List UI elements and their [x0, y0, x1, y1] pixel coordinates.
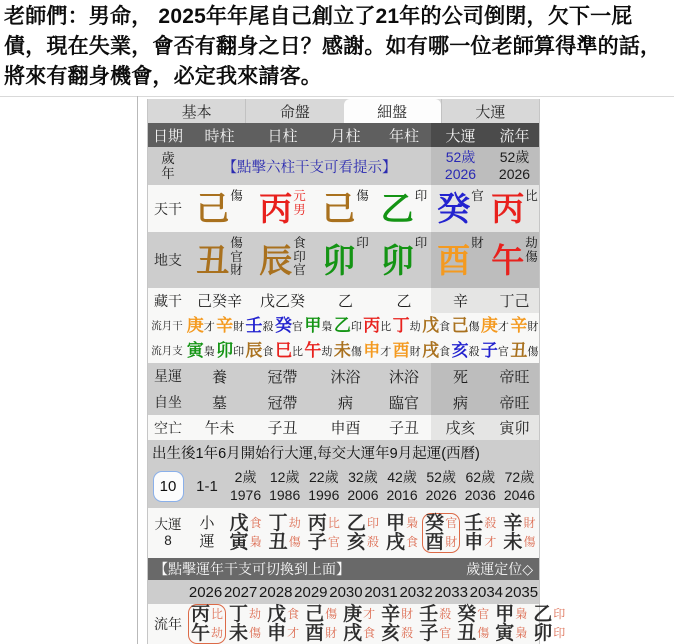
monthly-stems-row	[148, 313, 539, 338]
monthly-branches-row	[148, 338, 539, 363]
ten-god-tag: 財	[527, 320, 539, 333]
earthly-branches-row	[148, 232, 539, 288]
dayun-row-label: 大運 8	[154, 517, 182, 548]
liunian-year-2029: 2029	[294, 583, 328, 601]
age-year-row-label	[148, 147, 188, 185]
liunian-year-2031: 2031	[364, 583, 398, 601]
dizhi-char: 辰	[259, 241, 293, 279]
canggan-dayun: 辛	[431, 288, 490, 313]
liuyue-zhi-item-5	[333, 342, 362, 359]
liuyue-gan-char: 己	[451, 316, 469, 335]
self-sitting-row	[148, 389, 539, 415]
liuyue-zhi-item-6	[363, 342, 392, 359]
ten-god-tag: 食	[439, 320, 451, 333]
liuyue-zhi-char: 未	[333, 341, 351, 360]
ten-god-tag: 印	[233, 345, 245, 358]
dayun-pillar-1-wrap	[265, 508, 304, 558]
canggan-row-label: 藏干	[154, 292, 182, 309]
liuyue-zhi-item-8	[421, 342, 450, 359]
heavenly-stems-row	[148, 185, 539, 232]
column-header-month: 月柱	[330, 127, 361, 145]
column-header-liunian: 流年	[490, 123, 539, 147]
dayun-age-7[interactable]: 72歲 2046	[503, 469, 536, 503]
ten-god-tag: 劫	[321, 345, 333, 358]
ten-god-tag: 才	[380, 345, 392, 358]
column-header-year: 年柱	[388, 127, 419, 145]
liunian-pillar-4-wrap	[340, 604, 378, 644]
ten-god-tag: 梟	[203, 345, 215, 358]
ten-god-tag: 梟	[321, 320, 333, 333]
liunian-year-2033: 2033	[434, 583, 468, 601]
liunian-age-year	[490, 147, 539, 185]
ten-god-tags: 傷	[230, 189, 243, 203]
liuyue-zhi-item-2	[245, 342, 274, 359]
ten-god-tag: 印	[350, 320, 362, 333]
dayun-year: 2026	[444, 166, 477, 182]
dayun-age: 52歲	[445, 149, 476, 165]
first-luck-label: 1-1	[196, 478, 218, 495]
liunian-pillar-2-wrap	[264, 604, 302, 644]
liunian-pillar-8[interactable]: 甲 梟 寅 梟	[495, 604, 528, 644]
liunian-pillar-8-wrap	[492, 604, 530, 644]
zizuo-row-label: 自坐	[154, 394, 182, 410]
liunian-year-2026: 2026	[188, 583, 223, 601]
dayun-pillar-2-wrap	[304, 508, 343, 558]
ten-god-tag: 官	[497, 345, 509, 358]
liunian-pillar-4[interactable]: 庚 才 戌 食	[343, 604, 376, 644]
dayun-pillar-3-wrap	[343, 508, 382, 558]
dizhi-char: 午	[491, 241, 525, 279]
ten-god-tag: 傷	[468, 320, 480, 333]
dizhi-pillar-day[interactable]	[251, 232, 314, 288]
liunian-pillar-2[interactable]: 戊 食 申 才	[267, 604, 300, 644]
dayun-pillars-row	[148, 508, 539, 558]
liuyue-zhi-char: 酉	[392, 341, 410, 360]
kongwang-year: 子丑	[388, 420, 419, 437]
zizuo-hour: 墓	[211, 394, 227, 412]
liuyue-zhi-char: 亥	[451, 341, 469, 360]
dayun-pillar-2[interactable]: 丙 比 子 官	[307, 513, 340, 553]
dayun-age-6[interactable]: 62歲 2036	[464, 469, 496, 503]
kongwang-month: 申酉	[330, 420, 361, 437]
ten-god-tag: 財	[409, 345, 421, 358]
canggan-day: 戊乙癸	[259, 293, 305, 310]
liunian-pillar-1-wrap	[226, 604, 264, 644]
ten-god-tags: 劫 傷	[525, 236, 538, 264]
tiangan-row-label: 天干	[154, 200, 182, 217]
tiangan-pillar-dayun[interactable]	[431, 185, 490, 232]
tiangan-char: 乙	[380, 190, 414, 227]
ten-god-tags: 印	[356, 236, 369, 250]
liuyue-gan-item-8	[421, 317, 450, 334]
ten-god-tag: 食	[439, 345, 451, 358]
liunian-year-2028: 2028	[259, 583, 293, 601]
ten-god-tags: 財	[471, 236, 484, 250]
liuyue-gan-item-1	[215, 317, 244, 334]
liuyue-gan-item-10	[480, 317, 509, 334]
switch-note-row	[148, 558, 539, 580]
dayun-pillar-6[interactable]: 壬 殺 申 才	[464, 513, 497, 553]
ten-god-tag: 傷	[527, 345, 539, 358]
liuyue-gan-char: 甲	[304, 316, 322, 335]
tiangan-pillar-liunian[interactable]	[490, 185, 539, 232]
ten-god-tags: 印	[414, 236, 428, 250]
age-year-row	[148, 147, 539, 185]
liuyue-gan-row-label: 流月干	[151, 320, 183, 332]
liuyue-gan-item-6	[363, 317, 392, 334]
liunian-pillar-0-wrap	[188, 604, 226, 644]
ten-god-tag: 才	[203, 320, 215, 333]
dayun-pillar-7[interactable]: 辛 財 未 傷	[503, 513, 536, 553]
dayun-age-0[interactable]: 2歲 1976	[229, 469, 262, 503]
kongwang-hour: 午未	[204, 420, 235, 437]
void-row	[148, 415, 539, 440]
liunian-year-2032: 2032	[399, 583, 433, 601]
liunian-year: 2026	[498, 166, 531, 182]
tiangan-char: 丙	[491, 190, 525, 227]
canggan-month: 乙	[337, 293, 353, 310]
dizhi-char: 卯	[380, 241, 414, 279]
liuyue-zhi-char: 巳	[274, 341, 292, 360]
dizhi-pillar-month[interactable]	[314, 232, 377, 288]
liuyue-gan-item-11	[510, 317, 539, 334]
dizhi-char: 酉	[437, 241, 471, 279]
liuyue-zhi-char: 午	[304, 341, 322, 360]
liuyue-gan-item-7	[392, 317, 421, 334]
quote-border-line	[137, 96, 138, 644]
liuyue-gan-item-5	[333, 317, 362, 334]
start-age-box-wrap	[148, 465, 188, 508]
ten-god-tags: 元 男	[293, 189, 306, 217]
ten-god-tags: 印	[414, 189, 428, 203]
dayun-age-5[interactable]: 52歲 2026	[425, 469, 457, 503]
liunian-row-label: 流年	[154, 616, 182, 632]
ten-god-tag: 財	[233, 320, 245, 333]
ten-god-tags: 傷 官 財	[230, 236, 243, 277]
liunian-years-row	[148, 580, 539, 604]
ten-god-tag: 官	[291, 320, 303, 333]
xingyun-day: 冠帶	[267, 368, 298, 386]
tiangan-char: 丙	[259, 190, 293, 227]
hidden-stems-row	[148, 288, 539, 313]
liunian-pillar-0[interactable]: 丙 比 午 劫	[188, 604, 226, 644]
liuyue-gan-item-4	[304, 317, 333, 334]
dayun-pillar-0-wrap	[226, 508, 265, 558]
liunian-pillar-9-wrap	[530, 604, 568, 644]
tab-命盤[interactable]: 命盤	[245, 99, 343, 123]
star-luck-row	[148, 363, 539, 389]
dayun-age-2[interactable]: 22歲 1996	[308, 469, 340, 503]
switch-note-text: 【點擊運年干支可切換到上面】	[154, 561, 350, 577]
liuyue-zhi-item-0	[186, 342, 215, 359]
ten-god-tag: 食	[262, 345, 274, 358]
liuyue-zhi-char: 卯	[216, 341, 234, 360]
zizuo-liunian: 帝旺	[490, 389, 539, 415]
column-header-label: 日期	[152, 127, 183, 145]
xingyun-year: 沐浴	[388, 368, 419, 386]
dayun-pillar-1[interactable]: 丁 劫 丑 傷	[268, 513, 301, 553]
liuyue-zhi-row-label: 流月支	[151, 345, 183, 357]
ten-god-tag: 劫	[409, 320, 421, 333]
liunian-pillar-9[interactable]: 乙 印 卯 印	[533, 604, 566, 644]
liunian-pillars-row	[148, 604, 566, 644]
liunian-year-2027: 2027	[223, 583, 258, 601]
xingyun-row-label: 星運	[154, 368, 182, 384]
ten-god-tags: 比	[525, 189, 538, 203]
six-pillar-hint: 【點擊六柱干支可看提示】	[222, 159, 397, 176]
dayun-pillar-4[interactable]: 甲 梟 戌 食	[386, 513, 419, 553]
liuyue-gan-char: 庚	[480, 316, 498, 335]
luck-locate-button[interactable]: 歲運定位◇	[466, 561, 533, 577]
tiangan-pillar-month[interactable]	[314, 185, 377, 232]
liuyue-zhi-char: 辰	[245, 341, 263, 360]
dayun-age-year-link[interactable]	[431, 147, 490, 185]
liunian-age: 52歲	[499, 149, 530, 165]
tab-大運[interactable]: 大運	[441, 99, 539, 123]
liuyue-gan-item-2	[245, 317, 274, 334]
dayun-pillar-0[interactable]: 戊 食 寅 梟	[229, 513, 262, 553]
kongwang-liunian: 寅卯	[490, 415, 539, 440]
dayun-ages-row	[148, 465, 539, 508]
ten-god-tags: 官	[471, 189, 484, 203]
xingyun-dayun: 死	[431, 363, 490, 389]
liunian-pillar-3-wrap	[302, 604, 340, 644]
ten-god-tag: 傷	[350, 345, 362, 358]
liunian-pillar-7[interactable]: 癸 官 丑 傷	[457, 604, 490, 644]
liuyue-zhi-item-1	[215, 342, 244, 359]
liunian-year-2035: 2035	[504, 583, 539, 601]
liunian-year-2034: 2034	[469, 583, 504, 601]
liuyue-zhi-item-10	[480, 342, 509, 359]
liuyue-zhi-char: 申	[363, 341, 381, 360]
canggan-hour: 己癸辛	[196, 293, 242, 310]
liunian-pillar-5[interactable]: 辛 財 亥 殺	[381, 604, 414, 644]
years-row-spacer	[148, 580, 188, 604]
liuyue-gan-char: 壬	[245, 316, 263, 335]
bazi-chart-widget	[147, 99, 566, 644]
liuyue-zhi-item-7	[392, 342, 421, 359]
xingyun-month: 沐浴	[330, 368, 361, 386]
liuyue-gan-char: 戊	[422, 316, 440, 335]
liunian-year-2030: 2030	[329, 583, 363, 601]
dizhi-char: 丑	[196, 241, 230, 279]
kongwang-row-label: 空亡	[154, 419, 182, 436]
liuyue-gan-item-0	[186, 317, 215, 334]
age-label-top: 歲	[161, 151, 175, 166]
dayun-age-3[interactable]: 32歲 2006	[347, 469, 379, 503]
liuyue-gan-item-9	[451, 317, 480, 334]
tiangan-pillar-year[interactable]	[377, 185, 431, 232]
liuyue-zhi-char: 子	[480, 341, 498, 360]
liuyue-zhi-item-9	[451, 342, 480, 359]
liunian-pillar-1[interactable]: 丁 劫 未 傷	[229, 604, 262, 644]
tab-bar	[148, 99, 539, 123]
dizhi-row-label: 地支	[154, 252, 182, 268]
liunian-pillar-5-wrap	[378, 604, 416, 644]
ten-god-tags: 食 印 官	[293, 236, 306, 277]
dizhi-pillar-hour[interactable]	[188, 232, 251, 288]
liuyue-zhi-item-4	[304, 342, 333, 359]
tiangan-pillar-day[interactable]	[251, 185, 314, 232]
ten-god-tags: 傷	[356, 189, 369, 203]
kongwang-dayun: 戌亥	[431, 415, 490, 440]
ten-god-tag: 殺	[262, 320, 274, 333]
column-header-day: 日柱	[267, 127, 298, 145]
dayun-pillar-3[interactable]: 乙 印 亥 殺	[346, 513, 379, 553]
liuyue-gan-char: 庚	[186, 316, 204, 335]
canggan-year: 乙	[396, 293, 412, 310]
zizuo-day: 冠帶	[267, 394, 298, 412]
tab-基本[interactable]: 基本	[181, 103, 212, 121]
dizhi-pillar-dayun[interactable]	[431, 232, 490, 288]
liuyue-gan-item-3	[274, 317, 303, 334]
dayun-pillar-5[interactable]: 癸 官 酉 財	[422, 513, 460, 553]
start-age-box[interactable]: 10	[153, 471, 184, 502]
tiangan-pillar-hour[interactable]	[188, 185, 251, 232]
canggan-liunian: 丁己	[490, 288, 539, 313]
dizhi-pillar-year[interactable]	[377, 232, 431, 288]
luck-start-note: 出生後1年6月開始行大運,每交大運年9月起運(西曆)	[148, 440, 539, 465]
liuyue-gan-char: 丁	[392, 316, 410, 335]
ten-god-tag: 殺	[468, 345, 480, 358]
liuyue-gan-char: 丙	[363, 316, 381, 335]
kongwang-day: 子丑	[267, 420, 298, 437]
dayun-pillar-5-wrap	[422, 508, 461, 558]
liuyue-zhi-char: 丑	[510, 341, 528, 360]
dayun-pillar-7-wrap	[500, 508, 539, 558]
zizuo-dayun: 病	[431, 389, 490, 415]
liunian-pillar-6-wrap	[416, 604, 454, 644]
ten-god-tag: 比	[380, 320, 392, 333]
liunian-pillar-3[interactable]: 己 傷 酉 財	[305, 604, 338, 644]
dizhi-char: 卯	[322, 241, 356, 279]
liuyue-zhi-char: 寅	[186, 341, 204, 360]
dayun-age-4[interactable]: 42歲 2016	[386, 469, 418, 503]
dayun-age-1[interactable]: 12歲 1986	[269, 469, 301, 503]
liuyue-zhi-item-3	[274, 342, 303, 359]
xingyun-liunian: 帝旺	[490, 363, 539, 389]
ten-god-tag: 才	[497, 320, 509, 333]
liuyue-gan-char: 辛	[510, 316, 528, 335]
dayun-pillar-4-wrap	[383, 508, 422, 558]
xingyun-hour: 養	[211, 368, 227, 386]
column-header-hour: 時柱	[204, 127, 235, 145]
liunian-pillar-6[interactable]: 壬 殺 子 官	[419, 604, 452, 644]
liuyue-gan-char: 癸	[274, 316, 292, 335]
column-header-dayun: 大運	[431, 123, 490, 147]
liuyue-gan-char: 辛	[216, 316, 234, 335]
liuyue-zhi-item-11	[510, 342, 539, 359]
liuyue-zhi-char: 戌	[422, 341, 440, 360]
age-label-bottom: 年	[161, 166, 175, 181]
tab-細盤[interactable]: 細盤	[344, 99, 441, 123]
zizuo-year: 臨官	[388, 394, 419, 412]
top-divider	[0, 96, 674, 97]
ten-god-tag: 比	[291, 345, 303, 358]
tiangan-char: 己	[322, 190, 356, 227]
zizuo-month: 病	[337, 394, 353, 412]
liuyue-gan-char: 乙	[333, 316, 351, 335]
dizhi-pillar-liunian[interactable]	[490, 232, 539, 288]
tiangan-char: 癸	[437, 190, 471, 227]
xiaoyun-cell[interactable]: 小 運	[199, 515, 215, 550]
tiangan-char: 己	[196, 190, 230, 227]
question-text: 老師們：男命， 2025年年尾自己創立了21年的公司倒閉，欠下一屁債，現在失業，會否有翻身之日？感謝。如有哪一位老師算得準的話，將來有翻身機會，必定我來請客。	[4, 5, 662, 88]
liunian-pillar-7-wrap	[454, 604, 492, 644]
dayun-pillar-6-wrap	[461, 508, 500, 558]
table-header-row	[148, 123, 539, 147]
